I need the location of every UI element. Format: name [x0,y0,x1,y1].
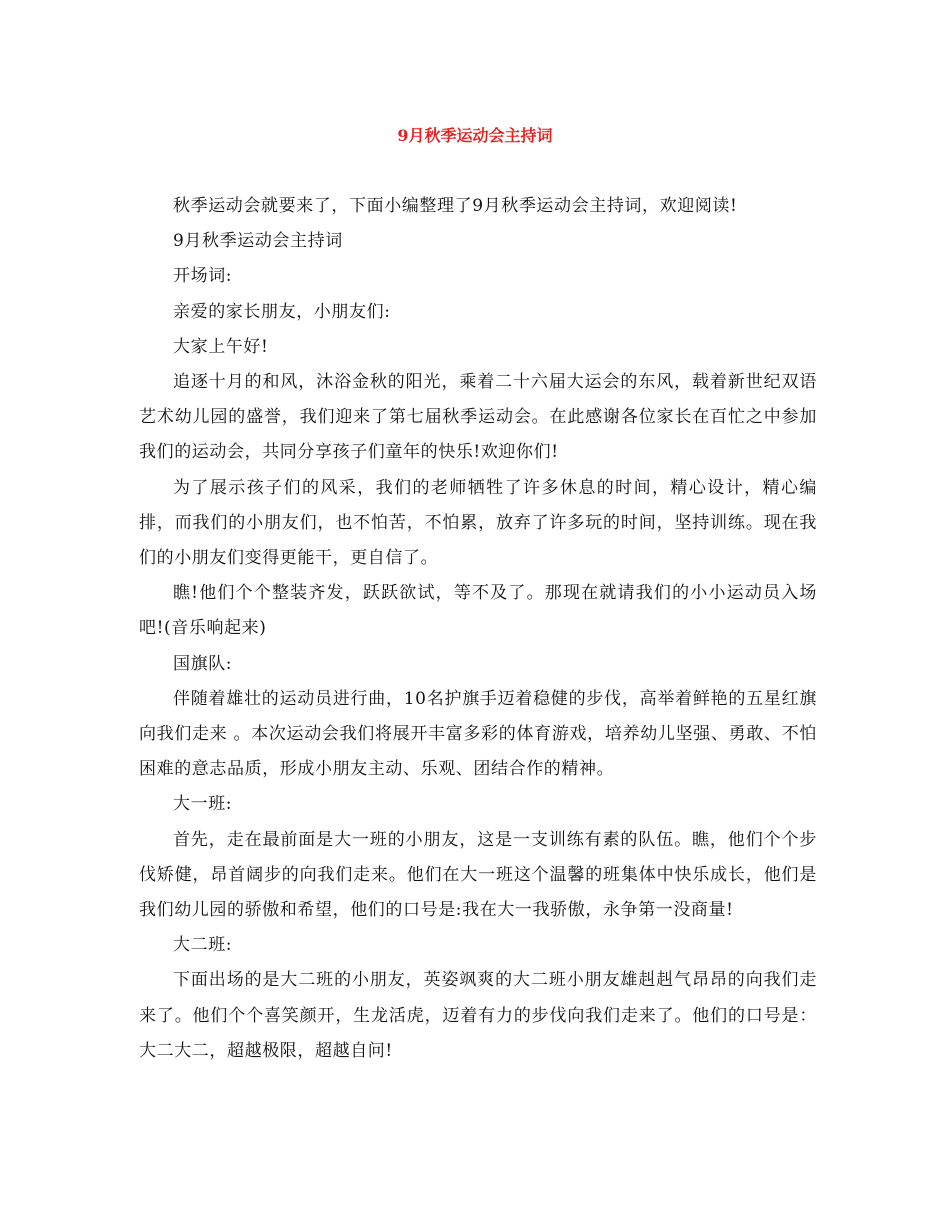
paragraph-class-1-heading: 大一班: [173,794,233,815]
paragraph-teachers: 为了展示孩子们的风采，我们的老师牺牲了许多休息的时间，精心设计，精心编排，而我们的小朋友们，也不怕苦，不怕累，放弃了许多玩的时间，坚持训练。现在我们的小朋友们变得更能干，更自信了。 [139,477,817,569]
paragraph-flag-team: 伴随着雄壮的运动员进行曲，10名护旗手迈着稳健的步伐，高举着鲜艳的五星红旗向我们走来 。本次运动会我们将展开丰富多彩的体育游戏，培养幼儿坚强、勇敢、不怕困难的意志品质，形成小朋友主动、乐观、团结合作的精神。 [139,688,817,780]
paragraph-flag-team-heading: 国旗队: [173,653,233,674]
paragraph-class-2-heading: 大二班: [173,935,233,956]
paragraph-greeting: 亲爱的家长朋友，小朋友们: [173,301,391,322]
document-title: 9月秋季运动会主持词 [397,126,553,145]
paragraph-entrance: 瞧!他们个个整装齐发，跃跃欲试，等不及了。那现在就请我们的小小运动员入场吧!(音乐响起来) [139,583,817,639]
paragraph-welcome: 追逐十月的和风，沐浴金秋的阳光，乘着二十六届大运会的东风，载着新世纪双语艺术幼儿园的盛誉，我们迎来了第七届秋季运动会。在此感谢各位家长在百忙之中参加我们的运动会，共同分享孩子们童年的快乐!欢迎你们! [139,372,817,463]
paragraph-class-2: 下面出场的是大二班的小朋友，英姿飒爽的大二班小朋友雄赳赳气昂昂的向我们走来了。他们个个喜笑颜开，生龙活虎，迈着有力的步伐向我们走来了。他们的口号是：大二大二，超越极限，超越自问! [139,970,817,1061]
paragraph-opening-heading: 开场词: [173,266,233,287]
paragraph-class-1: 首先，走在最前面是大一班的小朋友，这是一支训练有素的队伍。瞧，他们个个步伐矫健，昂首阔步的向我们走来。他们在大一班这个温馨的班集体中快乐成长，他们是我们幼儿园的骄傲和希望，他们的口号是:我在大一我骄傲，永争第一没商量! [139,829,817,921]
document-body [139,189,817,1069]
paragraph-subtitle: 9月秋季运动会主持词 [173,231,343,252]
paragraph-intro: 秋季运动会就要来了，下面小编整理了9月秋季运动会主持词，欢迎阅读! [173,196,738,216]
paragraph-good-morning: 大家上午好! [173,336,269,357]
